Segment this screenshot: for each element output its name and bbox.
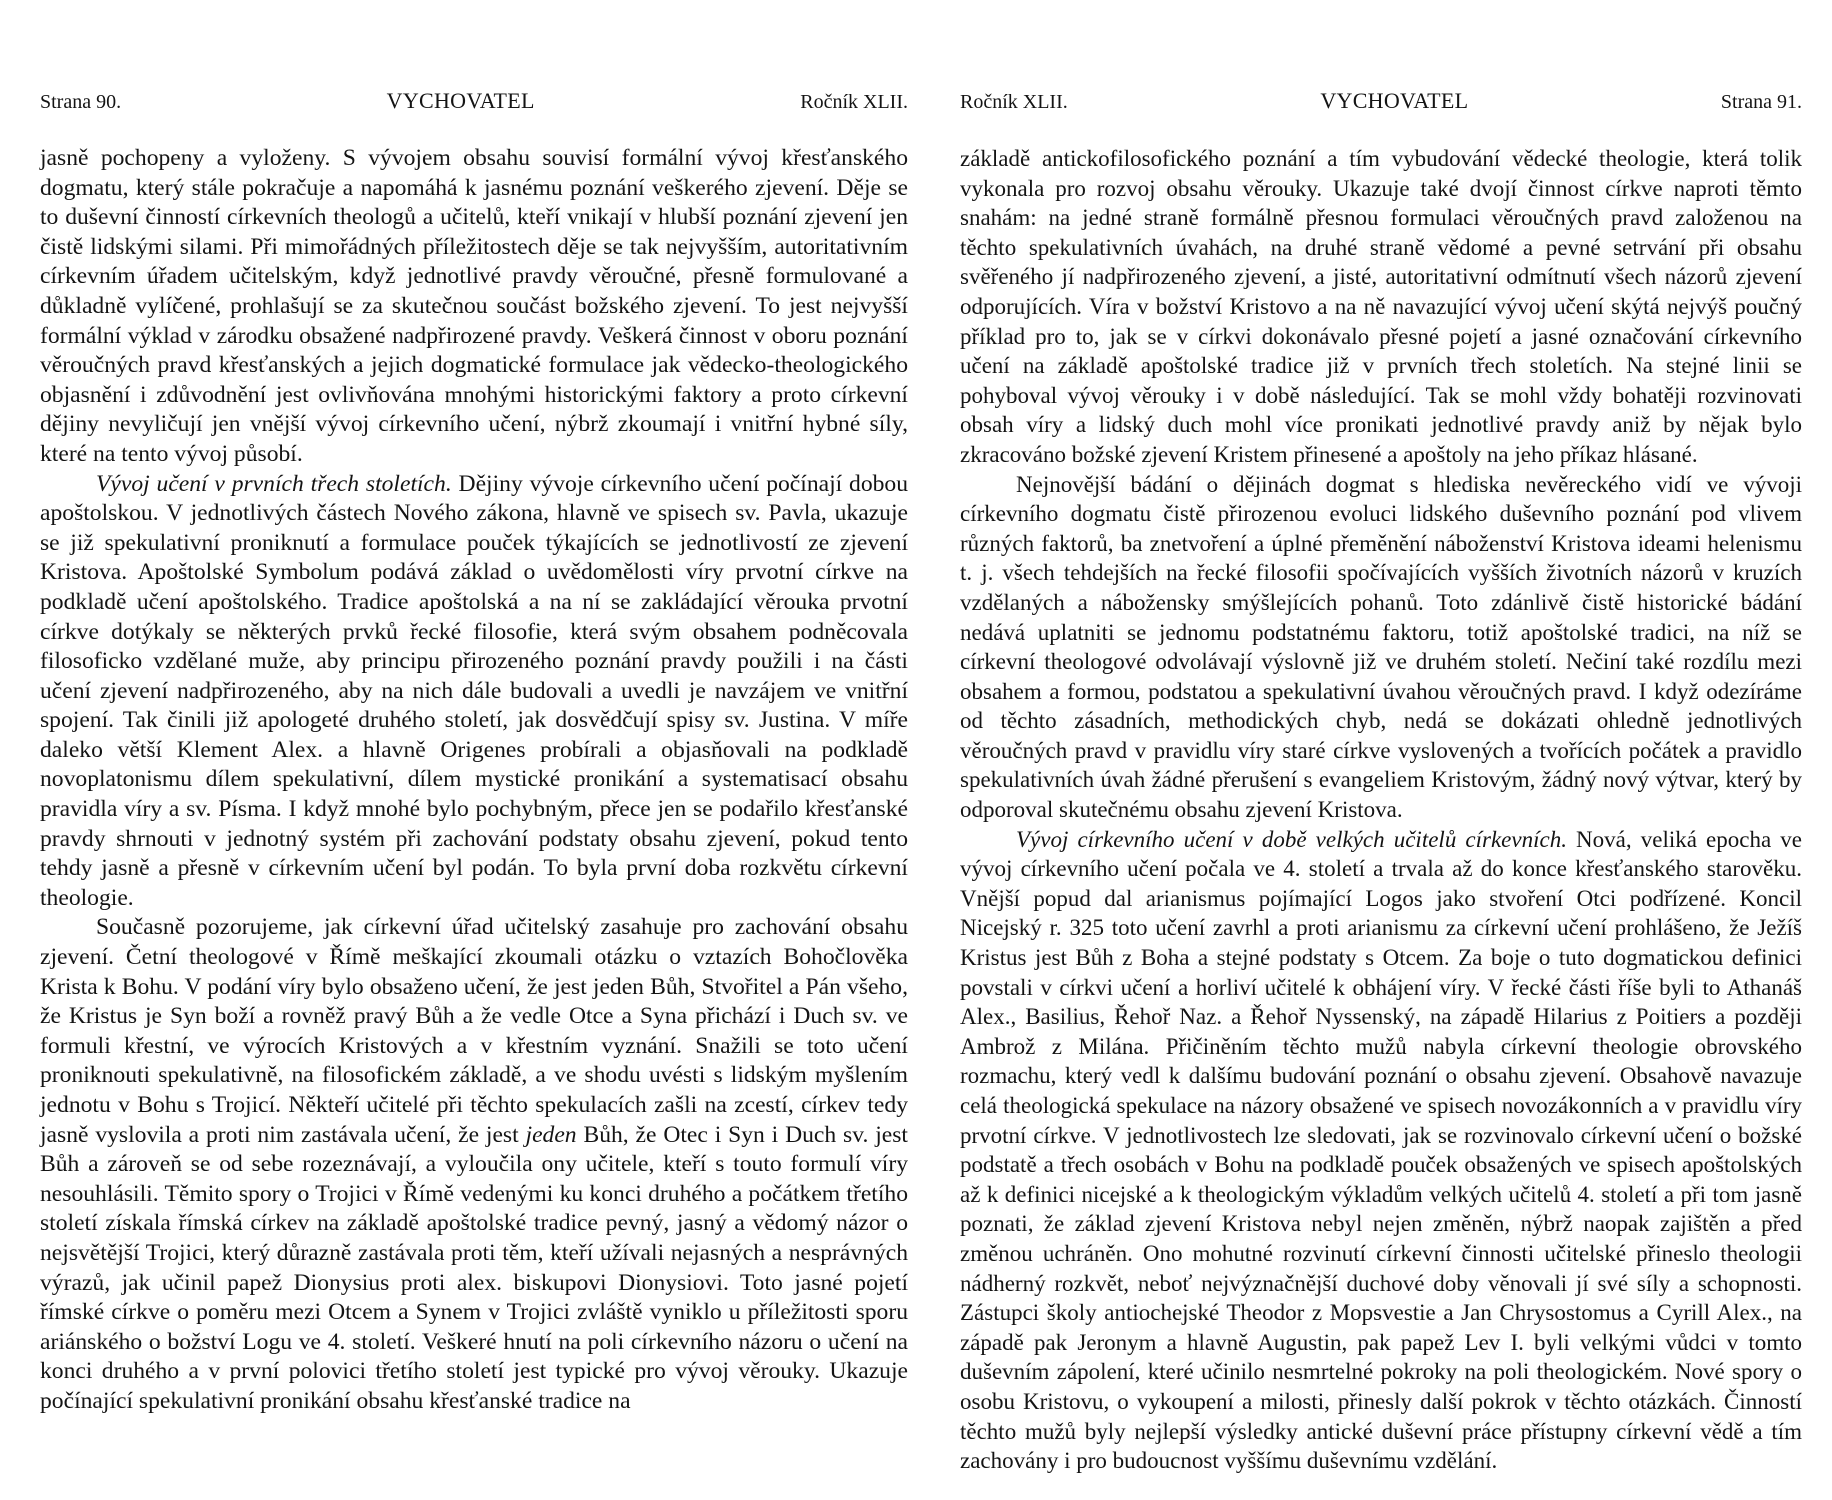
paragraph: Nejnovější bádání o dějinách dogmat s hlediska nevěreckého vidí ve vývoji církevního dogmatu čistě přirozenou evoluci lidského duševního poznání pod vlivem různých faktorů, ba znetvoření a úplné přeměnění náboženství Kristova ideami helenismu t. j. všech tehdejších na řecké filosofii spočívajících vyšších životních názorů v kruzích vzdělaných a nábožensky smýšlejících pohanů. Toto zdánlivě čistě historické bádání nedává uplatniti se jednomu podstatnému faktoru, totiž apoštolské tradici, na níž se církevní theologové odvolávají výslovně již ve druhém století. Nečiní také rozdílu mezi obsahem a formou, podstatou a spekulativní úvahou věroučných pravd. I když odezíráme od těchto zásadních, methodických chyb, nedá se dokázati ohledně jednotlivých věroučných pravd v pravidlu víry staré církve vyslovených a tvořících počátek a pravidlo spekulativních úvah žádné přerušení s evangeliem Kristovým, žádný nový výtvar, který by odporoval skutečnému obsahu zjevení Kristova.	[960, 471, 1802, 823]
right-journal-title: VYCHOVATEL	[1320, 88, 1469, 113]
paragraph: Současně pozorujeme, jak církevní úřad učitelský zasahuje pro zachování obsahu zjevení. Četní theologové v Římě meškající zkoumali otázku o vztazích Bohočlověka Krista k Bohu. V podání víry bylo obsaženo učení, že jest jeden Bůh, Stvořitel a Pán všeho, že Kristus je Syn boží a rovněž pravý Bůh a že vedle Otce a Syna přichází i Duch sv. ve formuli křestní, ve výrocích Kristových a v křestním vyznání. Snažili se toto učení proniknouti spekulativně, na filosofickém základě, a ve shodu uvésti s lidským myšlením jednotu v Bohu s Trojicí. Někteří učitelé při těchto spekulacích zašli na zcestí, církev tedy jasně vyslovila a proti nim zastávala učení, že jest jeden Bůh, že Otec i Syn i Duch sv. jest Bůh a zároveň se od sebe rozeznávají, a vyloučila ony učitele, kteří s touto formulí víry nesouhlásili. Těmito spory o Trojici v Římě vedenými ku konci druhého a počátkem třetího století získala římská církev na základě apoštolské tradice pevný, jasný a vědomý názor o nejsvětější Trojici, který důrazně zastávala proti těm, kteří užívali nejasných a nesprávných výrazů, jak učinil papež Dionysius proti alex. biskupovi Dionysiovi. Toto jasné pojetí římské církve o poměru mezi Otcem a Synem v Trojici zvláště vyniklo u příležitosti sporu ariánského o božství Logu ve 4. století. Veškeré hnutí na poli církevního názoru o učení na konci druhého a v první polovici třetího století jest typické pro vývoj věrouky. Ukazuje počínající spekulativní pronikání obsahu křesťanské tradice na	[40, 914, 908, 1414]
right-page-number: Strana 91.	[1720, 91, 1802, 113]
right-running-head	[960, 88, 1802, 114]
emphasis: jeden	[525, 1121, 577, 1148]
paragraph: Vývoj církevního učení v době velkých učitelů církevních. Nová, veliká epocha ve vývoj církevního učení počala ve 4. století a trvala až do konce křesťanského starověku. Vnější popud dal arianismus pojímající Logos jako stvoření Otci podřízené. Koncil Nicejský r. 325 toto učení zavrhl a proti arianismu za církevní učení prohlášeno, že Ježíš Kristus jest Bůh z Boha a stejné podstaty s Otcem. Za boje o tuto dogmatickou definici povstali v církvi učení a horliví učitelé k obhájení víry. V řecké části říše byli to Athanáš Alex., Basilius, Řehoř Naz. a Řehoř Nyssenský, na západě Hilarius z Poitiers a později Ambrož z Milána. Přičiněním těchto mužů nabyla církevní theologie obrovského rozmachu, který vedl k dalšímu budování poznání o obsahu zjevení. Obsahově navazuje celá theologická spekulace na názory obsažené ve spisech novozákonních a v pravidlu víry prvotní církve. V jednotlivostech lze sledovati, jak se rozvinovalo církevní učení o božské podstatě a třech osobách v Bohu na podkladě pouček obsažených ve spisech apoštolských až k definici nicejské a k theologickým výkladům velkých učitelů 4. století a při tom jasně poznati, že základ zjevení Kristova nebyl nejen změněn, nýbrž naopak zajištěn a před změnou uchráněn. Ono mohutné rozvinutí církevní činnosti učitelské přineslo theologii nádherný rozkvět, neboť nejvýznačnější duchové doby věnovali jí své síly a schopnosti. Zástupci školy antiochejské Theodor z Mopsvestie a Jan Chrysostomus a Cyrill Alex., na západě pak Jeronym a hlavně Augustin, pak papež Lev I. byli velkými vůdci v tomto duševním zápolení, které učinilo nesmrtelné pokroky na poli theologickém. Nové spory o osobu Kristovu, o vykoupení a milosti, přinesly další pokrok v těchto otázkách. Činností těchto mužů byly nejlepší výsledky antické duševní práce přístupny církevní vědě a tím zachovány i pro budoucnost vyššímu duševnímu vzdělání.	[960, 826, 1802, 1474]
paragraph: základě antickofilosofického poznání a tím vybudování vědecké theologie, která tolik vykonala pro rozvoj obsahu věrouky. Ukazuje také dvojí činnost církve naproti těmto snahám: na jedné straně formálně přesnou formulaci věroučných pravd založenou na těchto spekulativních úvahách, na druhé straně vědomé a pevné setrvání při obsahu svěřeného jí nadpřirozeného zjevení, a jisté, autoritativní odmítnutí všech názorů zjevení odporujících. Víra v božství Kristovo a na ně navazující vývoj učení skýtá nejvýš poučný příklad pro to, jak se v církvi dokonávalo přesné pojetí a jasné označování církevního učení na základě apoštolské tradice již v prvních třech stoletích. Na stejné linii se pohyboval vývoj věrouky i v době následující. Tak se mohl vždy bohatěji rozvinovati obsah víry a lidský duch mohl více pronikati jednotlivé pravdy aniž by nějak bylo zkracováno božské zjevení Kristem přinesené a apoštoly na jeho příkaz hlásané.	[960, 146, 1802, 467]
left-body-text	[40, 144, 908, 1417]
section-heading: Vývoj církevního učení v době velkých učitelů církevních.	[1016, 826, 1567, 852]
left-volume: Ročník XLII.	[800, 91, 908, 113]
right-page	[960, 0, 1802, 1500]
left-journal-title: VYCHOVATEL	[386, 88, 535, 113]
left-page-number: Strana 90.	[40, 91, 122, 113]
right-body-text	[960, 144, 1802, 1476]
paragraph: jasně pochopeny a vyloženy. S vývojem obsahu souvisí formální vývoj křesťanského dogmatu, který stále pokračuje a napomáhá k jasnému poznání veškerého zjevení. Děje se to duševní činností církevních theologů a učitelů, kteří vnikají v hlubší poznání zjevení jen čistě lidskými silami. Při mimořádných příležitostech děje se tak nejvyšším, autoritativním církevním úřadem učitelským, když jednotlivé pravdy věroučné, přesně formulované a důkladně vylíčené, prohlašují se za skutečnou součást božského zjevení. To jest nejvyšší formální výklad v zárodku obsažené nadpřirozené pravdy. Veškerá činnost v oboru poznání věroučných pravd křesťanských a jejich dogmatické formulace jak vědecko-theologického objasnění i zdůvodnění jest ovlivňována mnohými historickými faktory a proto církevní dějiny nevyličují jen vnější vývoj církevního učení, nýbrž zkoumají i vnitřní hybné síly, které na tento vývoj působí.	[40, 145, 908, 467]
right-volume: Ročník XLII.	[960, 91, 1068, 113]
left-running-head	[40, 88, 908, 114]
paragraph: Vývoj učení v prvních třech stoletích. Dějiny vývoje církevního učení počínají dobou apoštolskou. V jednotlivých částech Nového zákona, hlavně ve spisech sv. Pavla, ukazuje se již spekulativní proniknutí a formulace pouček týkajících se jednotlivostí ze zjevení Kristova. Apoštolské Symbolum podává základ o uvědomělosti víry prvotní církve na podkladě učení apoštolského. Tradice apoštolská a na ní se zakládající věrouka prvotní církve dotýkaly se některých prvků řecké filosofie, která svým obsahem podněcovala filosoficko vzdělané muže, aby principu přirozeného poznání pravdy použili i na části učení zjevení nadpřirozeného, aby na nich dále budovali a uvedli je navzájem ve vnitřní spojení. Tak činili již apologeté druhého století, jak dosvědčují spisy sv. Justina. V míře daleko větší Klement Alex. a hlavně Origenes probírali a objasňovali na podkladě novoplatonismu dílem spekulativní, dílem mystické pronikání a systematisací obsahu pravidla víry a sv. Písma. I když mnohé bylo pochybným, přece jen se podařilo křesťanské pravdy shrnouti v jednotný systém při zachování podstaty obsahu zjevení, pokud tento tehdy jasně a přesně v církevním učení byl podán. To byla první doba rozkvětu církevní theologie.	[40, 470, 909, 911]
section-heading: Vývoj učení v prvních třech stoletích.	[96, 470, 452, 497]
left-page	[40, 0, 908, 1500]
